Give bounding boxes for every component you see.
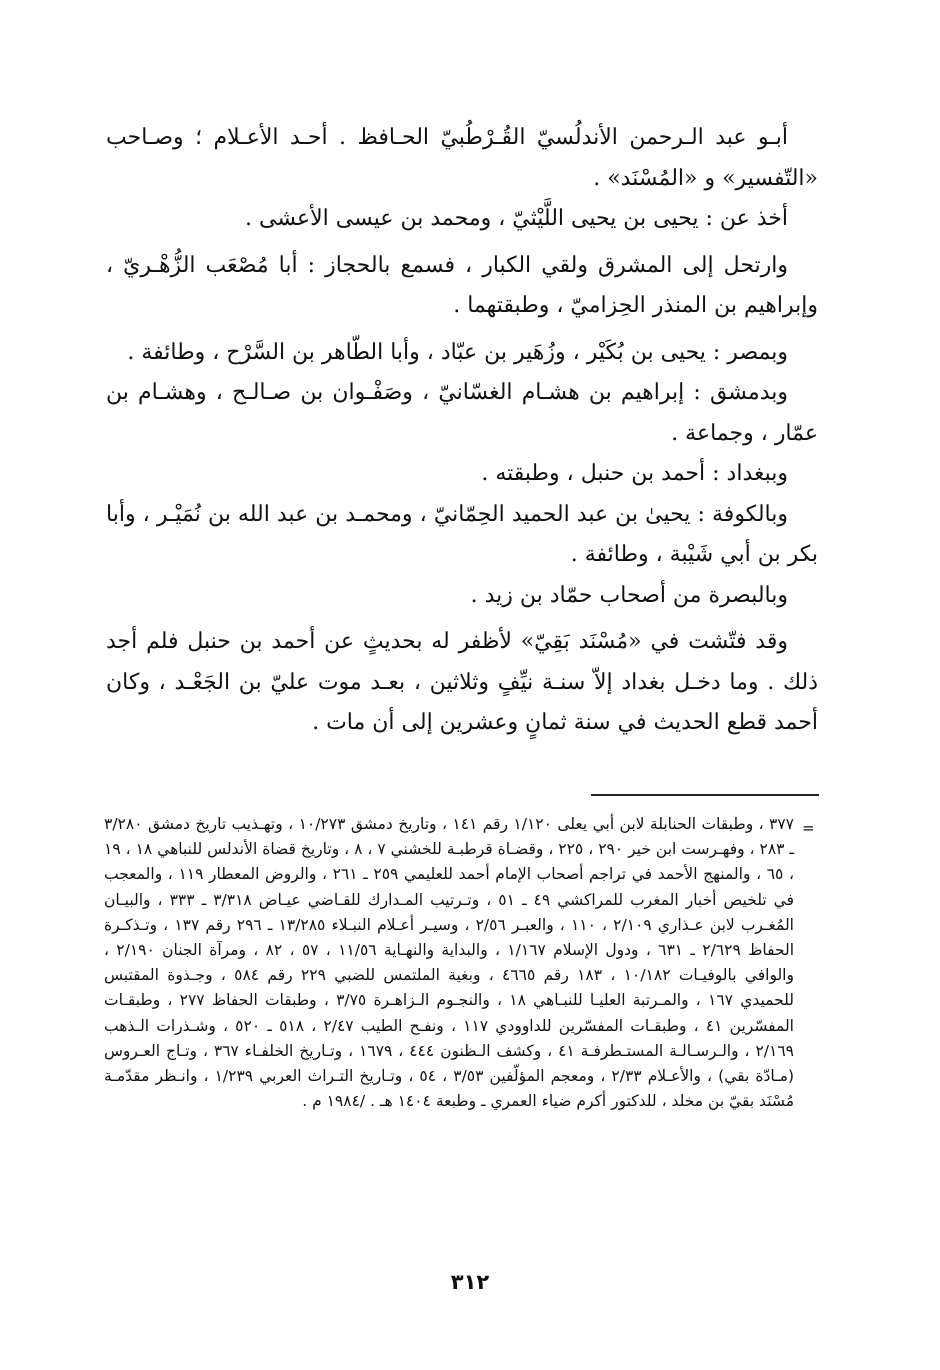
paragraph-damascus: وبدمشق : إبراهيم بن هشـام الغسّانيّ ، وصَفْـوان بن صـالـح ، وهشـام بن عمّار ، وجماعة . <box>106 380 818 446</box>
paragraph-egypt: وبمصر : يحيى بن بُكَيْر ، وزُهَير بن عبّاد ، وأبا الطّاهر بن السَّرْح ، وطائفة . <box>127 339 788 365</box>
main-text <box>106 118 818 744</box>
paragraph-kufa: وبالكوفة : يحيىٰ بن عبد الحميد الحِمّانيّ ، ومحمـد بن عبد الله بن نُمَيْـر ، وأبا بكر بن أبي شَيْبة ، وطائفة . <box>106 501 818 567</box>
paragraph-travel: وارتحل إلى المشرق ولقي الكبار ، فسمع بالحجاز : أبا مُصْعَب الزُّهْـريّ ، وإبراهيم بن المنذر الحِزاميّ ، وطبقتهما . <box>106 252 818 318</box>
paragraph-basra: وبالبصرة من أصحاب حمّاد بن زيد . <box>470 582 788 608</box>
paragraph-baghdad: وببغداد : أحمد بن حنبل ، وطبقته . <box>481 461 788 486</box>
page-number: ٣١٢ <box>450 1270 490 1294</box>
footnote-text: ٣٧٧ ، وطبقات الحنابلة لابن أبي يعلى ١/١٢٠ رقم ١٤١ ، وتاريخ دمشق ١٠/٢٧٣ ، وتهـذيب تاريخ دمشق ٣/٢٨٠ ـ ٢٨٣ ، وفهـرست ابن خير ٢٩٠ ، ٢٢٥ ، وقضـاة قرطبـة للخشني ٧ ، ٨ ، وتاريخ قضاة الأندلس للنباهي ١٨ ، ١٩ ، ٦٥ ، والمنهج الأحمد في تراجم أصحاب الإمام أحمد للعليمي ٢٥٩ ـ ٢٦١ ، والروض المعطار ١١٩ ، والمعجب في تلخيص أخبار المغرب للمراكشي ٤٩ ـ ٥١ ، وتـرتيب المـدارك للقـاضي عيـاض ٣/٣١٨ ـ ٣٣٣ ، والبيـان المُغـرب لابن عـذاري ٢/١٠٩ ، ١١٠ ، والعبـر ٢/٥٦ ، وسيـر أعـلام النبـلاء ١٣/٢٨٥ ـ ٢٩٦ رقم ١٣٧ ، وتـذكـرة الحفاظ ٢/٦٢٩ ـ ٦٣١ ، ودول الإسلام ١/١٦٧ ، والبداية والنهـاية ١١/٥٦ ، ٥٧ ، ٨٢ ، ومرآة الجنان ٢/١٩٠ ، والوافي بالوفيـات ١٠/١٨٢ ، ١٨٣ رقم ٤٦٦٥ ، وبغية الملتمس للضبي ٢٢٩ رقم ٥٨٤ ، وجـذوة المقتبس للحميدي ١٦٧ ، والمـرتبة العليـا للنبـاهي ١٨ ، والنجـوم الـزاهـرة ٣/٧٥ ، وطبقات الحفاظ ٢٧٧ ، وطبقـات المفسّرين ٤١ ، وطبقـات المفسّرين للداوودي ١١٧ ، ونفـح الطيب ٢/٤٧ ، ٥١٨ ـ ٥٢٠ ، وشـذرات الـذهب ٢/١٦٩ ، والـرسـالـة المستـطرفـة ٤١ ، وكشف الـظنون ٤٤٤ ، ١٦٧٩ ، وتـاريخ الخلفـاء ٣٦٧ ، وتـاج العـروس (مـادّة بقي) ، والأعـلام ٢/٣٣ ، ومعجم المؤلّفين ٣/٥٣ ، ٥٤ ، وتـاريخ التـراث العربي ١/٢٣٩ ، وانـظر مقدّمـة مُسْنَد بقيّ بن مخلد ، للدكتور أكرم ضياء العمري ـ وطبعة ١٤٠٤ هـ . /١٩٨٤ م . <box>104 815 795 1111</box>
paragraph-intro: أبـو عبد الـرحمن الأندلُسيّ القُـرْطُبيّ الحـافظ . أحـد الأعـلام ؛ وصـاحب «التّفسير» و «المُسْنَد» . <box>106 125 818 191</box>
footnote-divider <box>591 794 819 796</box>
paragraph-teachers: أخذ عن : يحيى بن يحيى اللَّيْثيّ ، ومحمد بن عيسى الأعشى . <box>245 206 788 231</box>
footnote-continuation-marker: = <box>802 819 815 837</box>
paragraph-musnad: وقد فتّشت في «مُسْنَد بَقِيّ» لأظفر له بحديثٍ عن أحمد بن حنبل فلم أجد ذلك . وما دخـل بغداد إلاّ سنـة نيِّفٍ وثلاثين ، بعـد موت عليّ بن الجَعْـد ، وكان أحمد قطع الحديث في سنة ثمانٍ وعشرين إلى أن مات . <box>106 629 818 735</box>
